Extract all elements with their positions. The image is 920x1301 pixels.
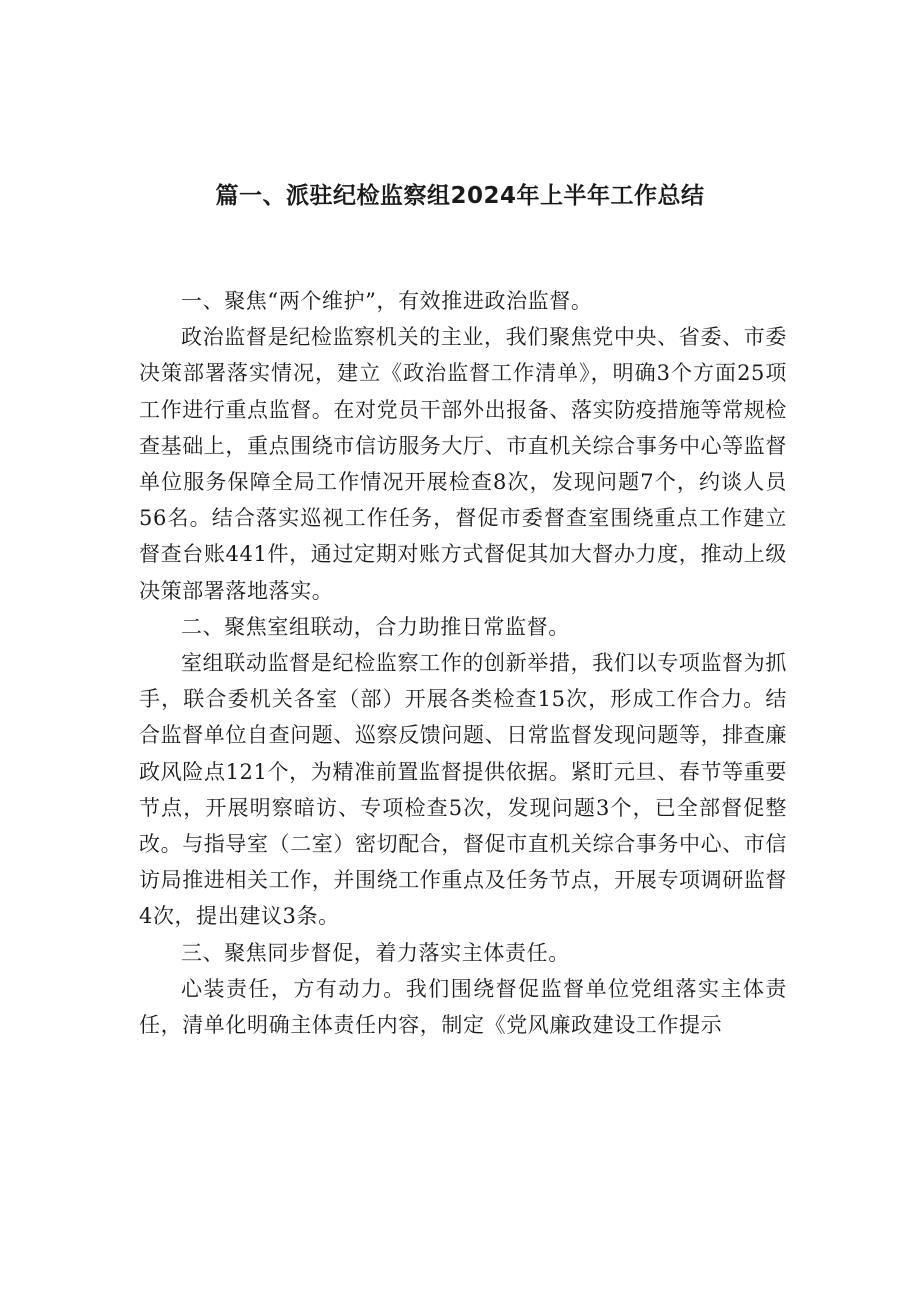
section-heading-2: 二、聚焦室组联动，合力助推日常监督。	[181, 614, 570, 639]
paragraph-2: 室组联动监督是纪检监察工作的创新举措，我们以专项监督为抓手，联合委机关各室（部）开展各类检查15次，形成工作合力。结合监督单位自查问题、巡察反馈问题、日常监督发现问题等，排查廉政风险点121个，为精准前置监督提供依据。紧盯元旦、春节等重要节点，开展明察暗访、专项检查5次，发现问题3个，已全部督促整改。与指导室（二室）密切配合，督促市直机关综合事务中心、市信访局推进相关工作，并围绕工作重点及任务节点，开展专项调研监督4次，提出建议3条。	[139, 651, 787, 929]
section-heading-3: 三、聚焦同步督促，着力落实主体责任。	[181, 940, 570, 965]
paragraph-3: 心装责任，方有动力。我们围绕督促监督单位党组落实主体责任，清单化明确主体责任内容，制定《党风廉政建设工作提示	[139, 976, 787, 1038]
paragraph-1: 政治监督是纪检监察机关的主业，我们聚焦党中央、省委、市委决策部署落实情况，建立《政治监督工作清单》，明确3个方面25项工作进行重点监督。在对党员干部外出报备、落实防疫措施等常规检查基础上，重点围绕市信访服务大厅、市直机关综合事务中心等监督单位服务保障全局工作情况开展检查8次，发现问题7个，约谈人员56名。结合落实巡视工作任务，督促市委督查室围绕重点工作建立督查台账441件，通过定期对账方式督促其加大督办力度，推动上级决策部署落地落实。	[139, 325, 787, 603]
section-heading-1: 一、聚焦“两个维护”，有效推进政治监督。	[181, 289, 593, 313]
document-title: 篇一、派驻纪检监察组2024年上半年工作总结	[215, 183, 705, 209]
document-body	[139, 283, 787, 1043]
